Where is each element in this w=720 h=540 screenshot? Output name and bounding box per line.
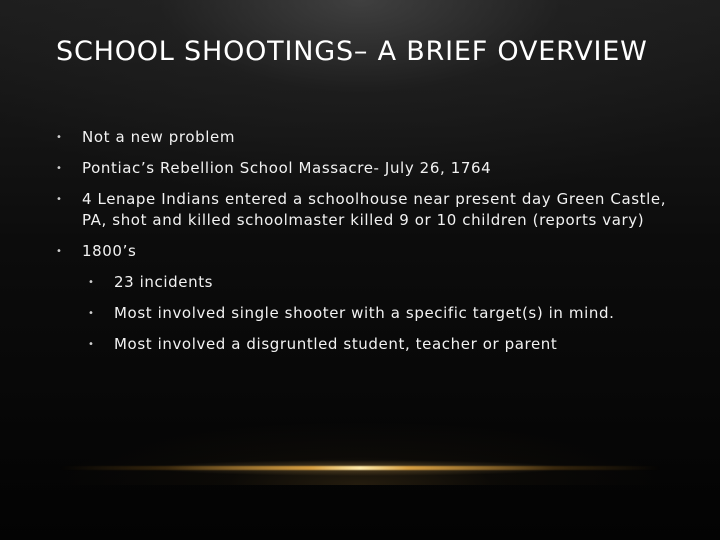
bullet-text: 1800’s (82, 242, 137, 260)
bullet-dot-icon: • (56, 163, 63, 174)
bullet-text: 4 Lenape Indians entered a schoolhouse near present day Green Castle, PA, shot and killed schoolmaster killed 9 or 10 children (reports vary) (82, 190, 667, 229)
bullet-list (56, 127, 676, 365)
sub-bullet-list (56, 272, 676, 355)
bullet-dot-icon: • (88, 308, 95, 319)
sub-bullet-item (88, 272, 676, 293)
slide-title: SCHOOL SHOOTINGS– A BRIEF OVERVIEW (56, 36, 648, 67)
accent-line (60, 466, 660, 470)
bullet-dot-icon: • (56, 194, 63, 205)
sub-bullet-item (88, 334, 676, 355)
sub-bullet-text: Most involved single shooter with a specific target(s) in mind. (114, 304, 615, 322)
sub-bullet-text: Most involved a disgruntled student, teacher or parent (114, 335, 558, 353)
bullet-item (56, 241, 676, 262)
bullet-item (56, 189, 676, 231)
bullet-item (56, 158, 676, 179)
bullet-item (56, 127, 676, 148)
bullet-dot-icon: • (56, 132, 63, 143)
bullet-text: Not a new problem (82, 128, 236, 146)
bullet-dot-icon: • (56, 246, 63, 257)
bullet-dot-icon: • (88, 277, 95, 288)
sub-bullet-item (88, 303, 676, 324)
sub-bullet-text: 23 incidents (114, 273, 214, 291)
bullet-dot-icon: • (88, 339, 95, 350)
bullet-text: Pontiac’s Rebellion School Massacre- July 26, 1764 (82, 159, 492, 177)
